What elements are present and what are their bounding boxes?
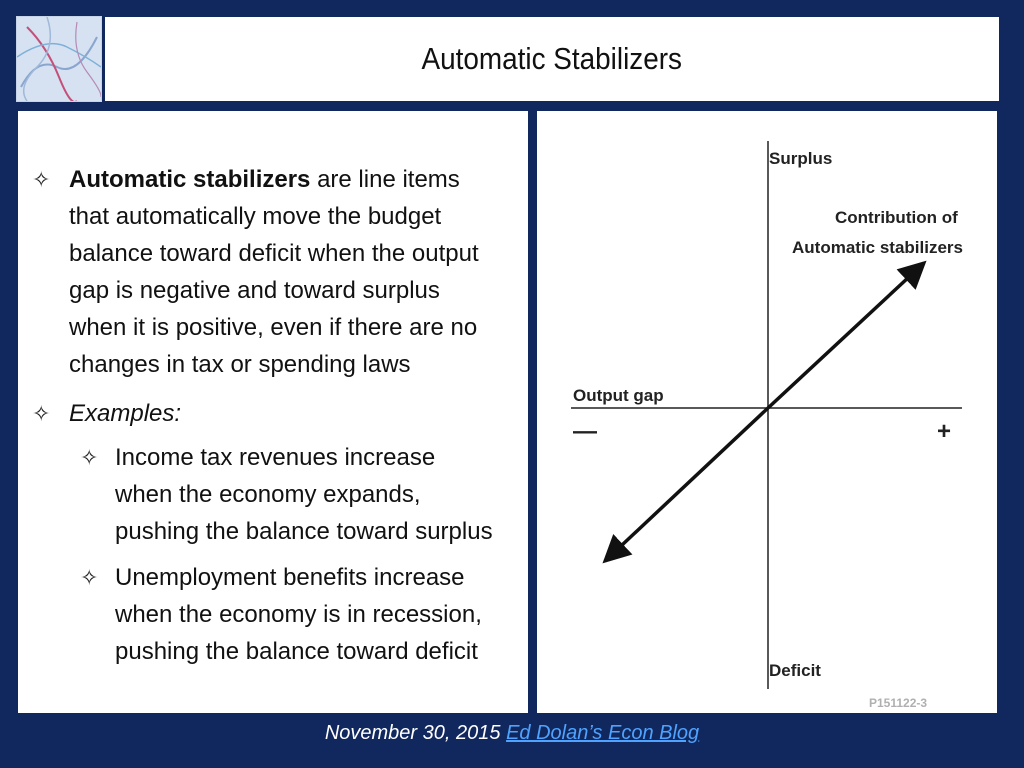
footer-date: November 30, 2015 [324, 722, 507, 744]
bullet-line: when it is positive, even if there are no [69, 314, 478, 341]
bullet-line: pushing the balance toward surplus [115, 518, 493, 545]
plus-label: + [937, 418, 952, 445]
bullet-examples [69, 395, 181, 432]
bullet-line: Income tax revenues increase [115, 444, 436, 471]
bullet-line: balance toward deficit when the output [69, 240, 479, 267]
bullet-marker-icon: ✧ [32, 167, 51, 192]
slide-title: Automatic Stabilizers [421, 41, 683, 76]
bullet-line: when the economy is in recession, [115, 601, 482, 628]
deficit-label: Deficit [769, 661, 821, 680]
sub-bullet-marker-icon: ✧ [80, 445, 99, 470]
bullet-line: gap is negative and toward surplus [69, 277, 440, 304]
bullet-line: that automatically move the budget [69, 203, 442, 230]
arrow-to-surplus [768, 263, 924, 408]
output-gap-label: Output gap [573, 386, 664, 405]
bullet-panel [18, 111, 528, 713]
bullet-line: when the economy expands, [115, 481, 421, 508]
blog-logo [16, 16, 102, 102]
diagram-panel [537, 111, 997, 713]
sub-bullet-marker-icon: ✧ [80, 565, 99, 590]
arrow-to-deficit [605, 408, 768, 561]
minus-label: — [573, 418, 597, 445]
bullet-marker-icon: ✧ [32, 401, 51, 426]
sub-bullet-unemployment [115, 559, 482, 670]
contribution-label-line2: Automatic stabilizers [792, 238, 963, 257]
bullet-line: Examples: [69, 400, 182, 427]
bullet-automatic-stabilizers [69, 161, 479, 383]
bold-term: Automatic stabilizers [69, 166, 311, 193]
bullet-line: Unemployment benefits increase [115, 564, 465, 591]
bullet-line: pushing the balance toward deficit [115, 638, 478, 665]
contribution-label-line1: Contribution of [835, 208, 958, 227]
footer [0, 722, 1024, 745]
figure-code: P151122-3 [869, 696, 928, 710]
bullet-line [69, 161, 479, 198]
blog-link[interactable]: Ed Dolan’s Econ Blog [506, 722, 700, 744]
sub-bullet-income-tax [115, 439, 493, 550]
title-bar [105, 17, 999, 101]
bullet-text: are line items [310, 166, 460, 193]
surplus-label: Surplus [769, 149, 833, 168]
logo-graphic [17, 17, 101, 101]
stabilizer-diagram [537, 111, 997, 713]
bullet-line: changes in tax or spending laws [69, 351, 411, 378]
